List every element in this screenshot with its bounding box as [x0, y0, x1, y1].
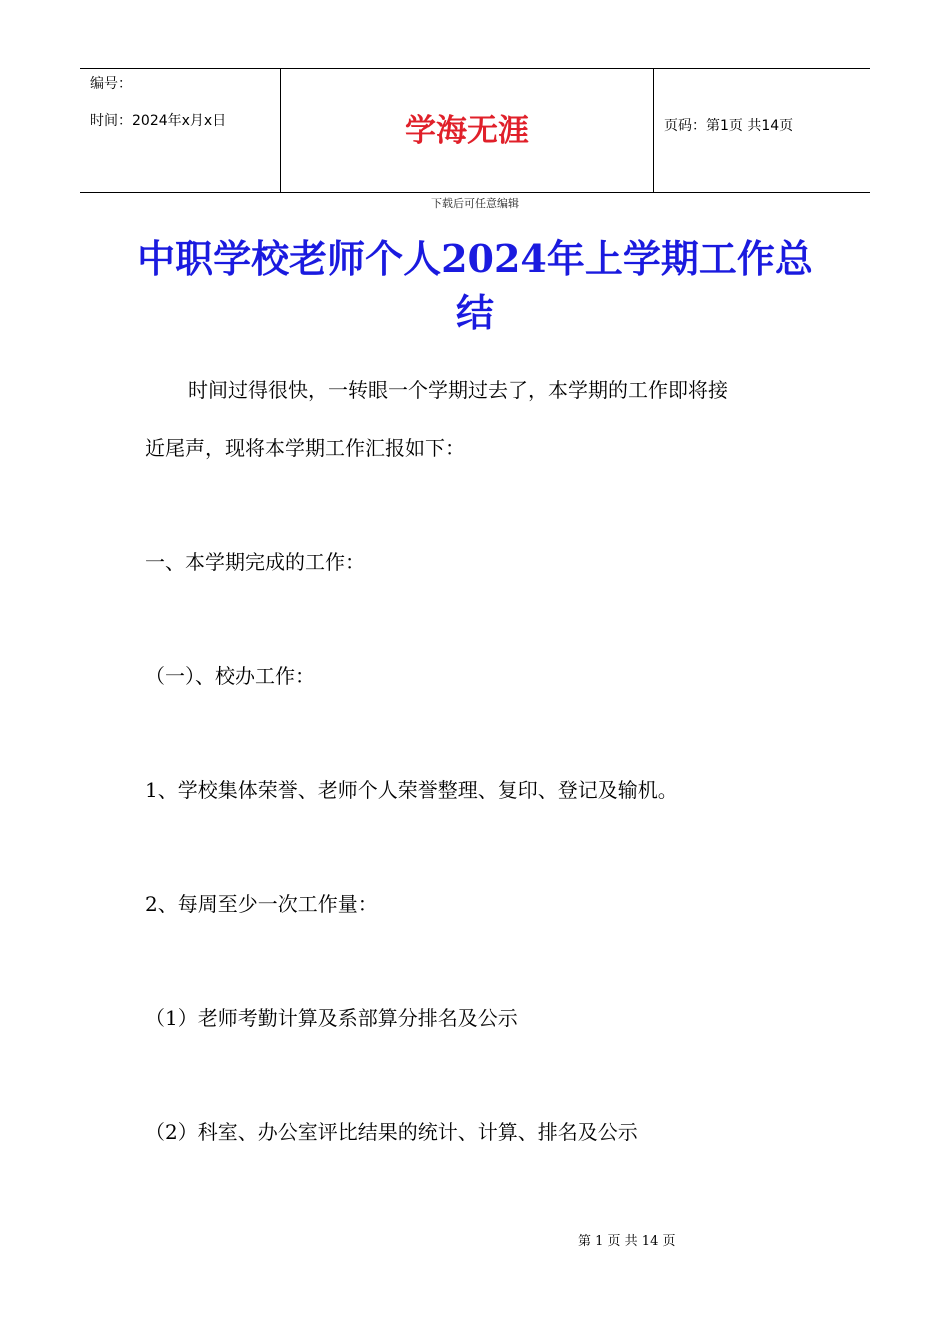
time-label: 时间：2024年x月x日: [90, 113, 227, 129]
header-table: [80, 68, 870, 193]
header-left-cell: [80, 69, 281, 193]
brand-title: 学海无涯: [405, 113, 529, 149]
editable-note: 下载后可任意编辑: [431, 197, 519, 210]
header-brand-cell: [281, 69, 654, 193]
document-title: 中职学校老师个人2024年上学期工作总结: [137, 236, 813, 335]
list-item-2: 2、每周至少一次工作量：: [145, 892, 378, 916]
list-item-2-1: （1）老师考勤计算及系部算分排名及公示: [145, 1006, 518, 1030]
number-label: 编号：: [90, 76, 132, 92]
section-heading-1: 一、本学期完成的工作：: [145, 550, 365, 574]
header-right-cell: [654, 69, 870, 193]
intro-line-2: 近尾声，现将本学期工作汇报如下：: [145, 436, 465, 460]
subsection-heading-1: （一）、校办工作：: [145, 664, 315, 688]
list-item-2-2: （2）科室、办公室评比结果的统计、计算、排名及公示: [145, 1120, 638, 1144]
page-info: 页码：第1页 共14页: [664, 118, 794, 134]
page-footer: 第 1 页 共 14 页: [578, 1234, 676, 1249]
intro-line-1: 时间过得很快，一转眼一个学期过去了，本学期的工作即将接: [188, 378, 728, 402]
list-item-1: 1、学校集体荣誉、老师个人荣誉整理、复印、登记及输机。: [145, 778, 678, 802]
